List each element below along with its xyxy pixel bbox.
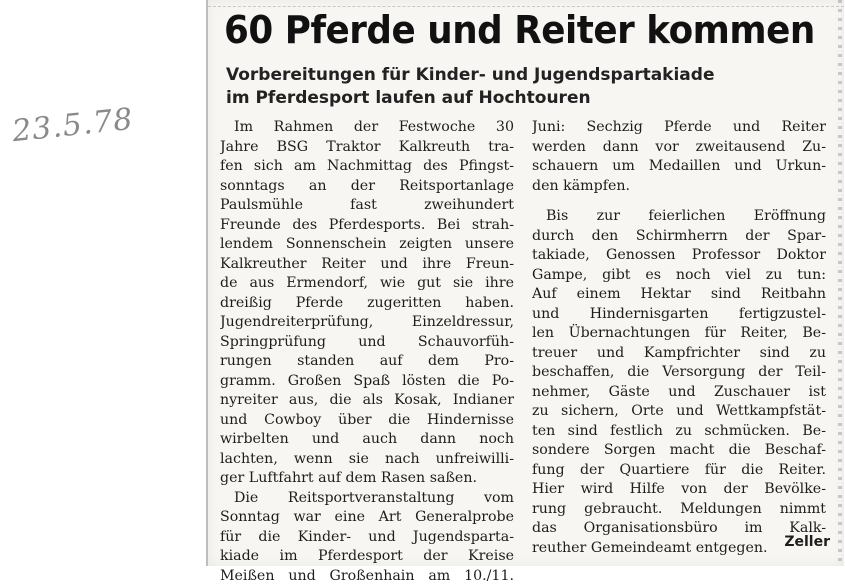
- text-line: sondere Sorgen macht die Beschaf-: [532, 441, 826, 461]
- text-line: Jahre BSG Traktor Kalkreuth tra-: [220, 138, 514, 158]
- paragraph: [220, 489, 514, 586]
- text-line: Die Reitsportveranstaltung vom: [220, 489, 514, 509]
- text-line: und Cowboy über die Hindernisse: [220, 411, 514, 431]
- text-line: Sonntag war eine Art Generalprobe: [220, 508, 514, 528]
- text-line: Paulsmühle fast zweihundert: [220, 196, 514, 216]
- paragraph: [532, 118, 826, 196]
- text-line: ten sind festlich zu schmücken. Be-: [532, 422, 826, 442]
- article-subheadline: [226, 64, 826, 110]
- text-line: kiade im Pferdesport der Kreise: [220, 547, 514, 567]
- text-line: zu sichern, Orte und Wettkampfstät-: [532, 402, 826, 422]
- subheadline-line: Vorbereitungen für Kinder- und Jugendspartakiade: [226, 64, 826, 87]
- text-line: Kalkreuther Reiter und ihre Freun-: [220, 255, 514, 275]
- clipping-torn-edge: [208, 0, 844, 7]
- text-line: sonntags an der Reitsportanlage: [220, 177, 514, 197]
- text-line: len Übernachtungen für Reiter, Be-: [532, 324, 826, 344]
- text-line: de aus Ermendorf, wie gut sie ihre: [220, 274, 514, 294]
- text-line: Juni: Sechzig Pferde und Reiter: [532, 118, 826, 138]
- text-line: schauern um Medaillen und Urkun-: [532, 157, 826, 177]
- text-line: lachten, wenn sie nach unfreiwilli-: [220, 450, 514, 470]
- text-line: gramm. Großen Spaß lösten die Po-: [220, 372, 514, 392]
- text-line: Auf einem Hektar sind Reitbahn: [532, 285, 826, 305]
- text-line: nyreiter aus, die als Kosak, Indianer: [220, 391, 514, 411]
- text-line: fung der Quartiere für die Reiter.: [532, 461, 826, 481]
- text-line: Gampe, gibt es noch viel zu tun:: [532, 266, 826, 286]
- text-line: rungen standen auf dem Pro-: [220, 352, 514, 372]
- text-line: und Hindernisgarten fertigzustel-: [532, 305, 826, 325]
- article-author: Zeller: [784, 534, 830, 550]
- text-line: nehmer, Gäste und Zuschauer ist: [532, 383, 826, 403]
- text-line: den kämpfen.: [532, 177, 826, 197]
- text-line: Meißen und Großenhain am 10./11.: [220, 567, 514, 586]
- text-line: werden dann vor zweitausend Zu-: [532, 138, 826, 158]
- text-line: Jugendreiterprüfung, Einzeldressur,: [220, 313, 514, 333]
- handwritten-date: 23.5.78: [11, 102, 136, 150]
- paragraph: [220, 118, 514, 489]
- text-line: treuer und Kampfrichter sind zu: [532, 344, 826, 364]
- text-line: takiade, Genossen Professor Doktor: [532, 246, 826, 266]
- text-line: lendem Sonnenschein zeigten unsere: [220, 235, 514, 255]
- text-line: ger Luftfahrt auf dem Rasen saßen.: [220, 469, 514, 489]
- newspaper-clipping: [206, 0, 844, 566]
- text-line: Bis zur feierlichen Eröffnung: [532, 207, 826, 227]
- text-line: beschaffen, die Versorgung der Teil-: [532, 363, 826, 383]
- text-line: für die Kinder- und Jugendsparta-: [220, 528, 514, 548]
- paragraph: [532, 207, 826, 558]
- text-line: dreißig Pferde zugeritten haben.: [220, 294, 514, 314]
- text-line: reuther Gemeindeamt entgegen.: [532, 539, 826, 559]
- subheadline-line: im Pferdesport laufen auf Hochtouren: [226, 87, 826, 110]
- text-line: das Organisationsbüro im Kalk-: [532, 519, 826, 539]
- text-line: Hier wird Hilfe von der Bevölke-: [532, 480, 826, 500]
- article-headline: 60 Pferde und Reiter kommen: [224, 8, 769, 52]
- text-line: Springprüfung und Schauvorfüh-: [220, 333, 514, 353]
- text-line: durch den Schirmherrn der Spar-: [532, 227, 826, 247]
- article-column-left: [220, 118, 514, 586]
- article-column-right: [532, 118, 826, 558]
- paragraph-gap: [532, 196, 826, 207]
- text-line: wirbelten und auch dann noch: [220, 430, 514, 450]
- text-line: fen sich am Nachmittag des Pfingst-: [220, 157, 514, 177]
- clipping-right-edge: [838, 0, 842, 566]
- text-line: Im Rahmen der Festwoche 30: [220, 118, 514, 138]
- text-line: Freunde des Pferdesports. Bei strah-: [220, 216, 514, 236]
- text-line: rung gebraucht. Meldungen nimmt: [532, 500, 826, 520]
